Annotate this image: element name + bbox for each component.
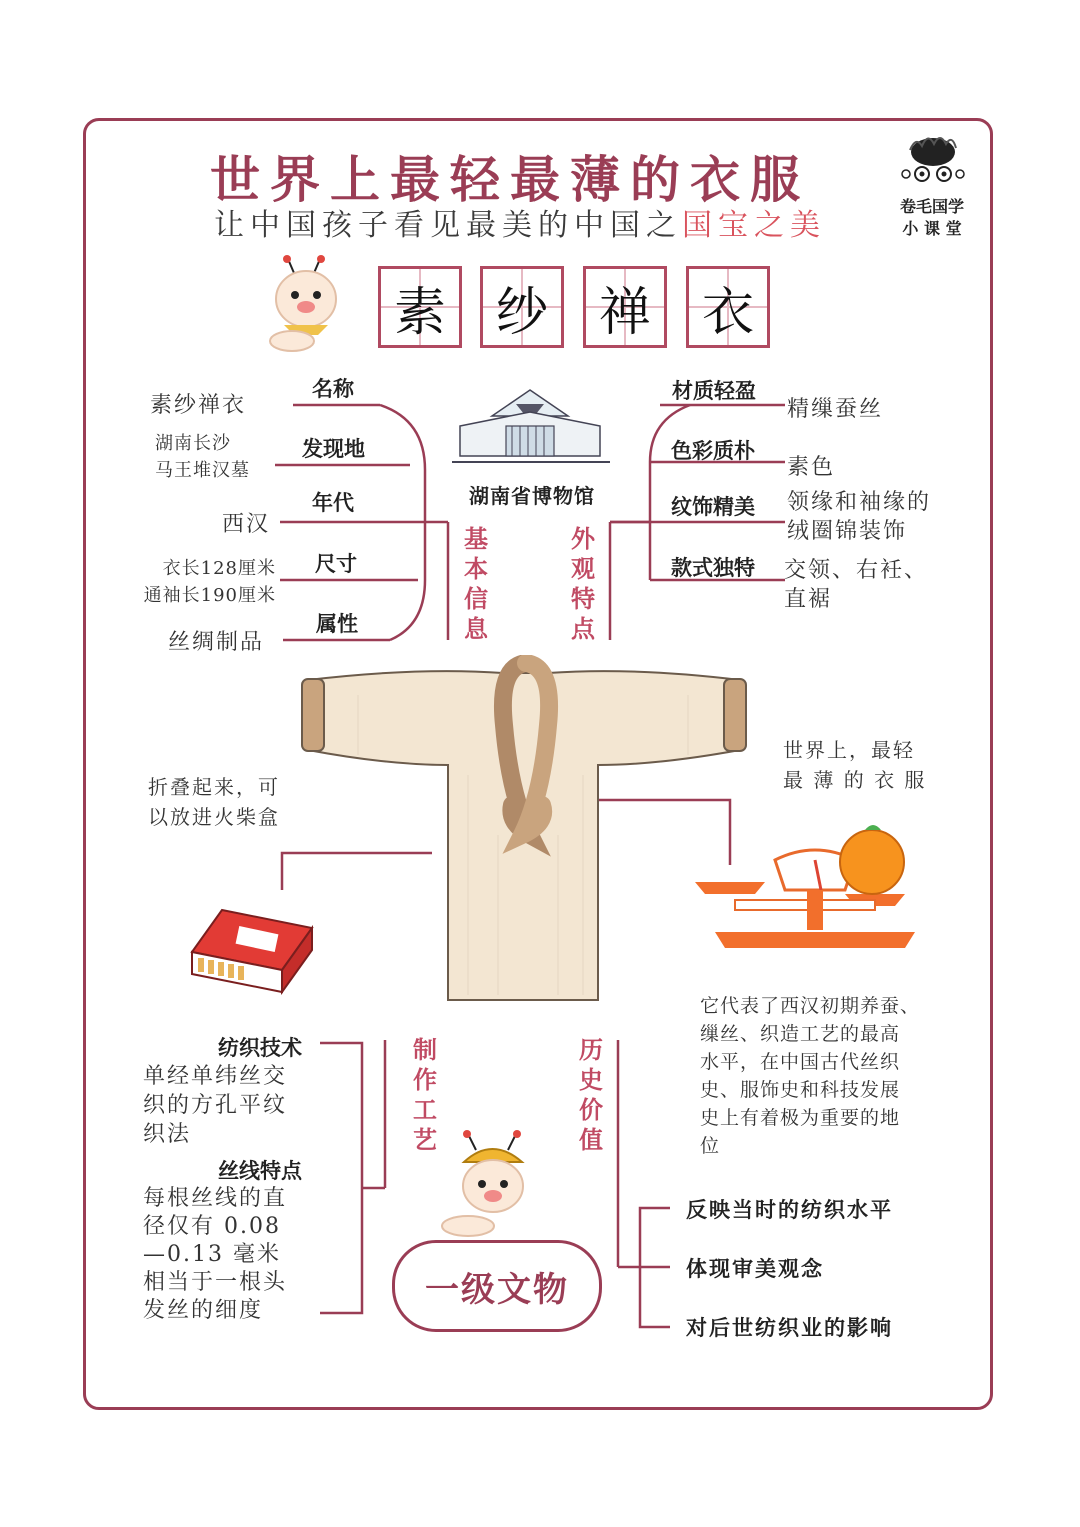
label-name: 名称 (312, 377, 354, 401)
value-pattern-line2: 绒圈锦装饰 (787, 519, 908, 544)
heading-char: 史 (579, 1066, 603, 1094)
value-name: 素纱禅衣 (150, 393, 247, 418)
label-weaving-tech: 纺织技术 (218, 1036, 302, 1060)
thread-line: 发丝的细度 (143, 1298, 264, 1323)
value-size (134, 555, 276, 609)
heading-char: 外 (571, 525, 595, 553)
fold-note-line2: 以放进火柴盒 (148, 805, 280, 829)
heading-char: 历 (579, 1036, 603, 1064)
light-note (783, 735, 926, 795)
museum-building-icon (450, 386, 612, 472)
history-description (700, 992, 920, 1160)
history-point-1: 反映当时的纺织水平 (686, 1198, 893, 1222)
thread-line: —0.13 毫米 (143, 1242, 281, 1267)
heading-char: 特 (571, 585, 595, 613)
label-thread: 丝线特点 (218, 1159, 302, 1183)
matchbox-icon (182, 900, 317, 1000)
heading-char: 息 (464, 615, 488, 643)
subtitle-highlight: 国宝之美 (682, 208, 826, 243)
history-desc-line: 缫丝、织造工艺的最高 (700, 1023, 901, 1045)
name-char-2: 纱 (480, 266, 564, 348)
history-desc-line: 它代表了西汉初期养蚕、 (700, 995, 921, 1017)
history-desc-line: 史、服饰史和科技发展 (700, 1079, 901, 1101)
light-note-line2: 最 薄 的 衣 服 (783, 768, 927, 792)
label-color: 色彩质朴 (671, 439, 755, 463)
subtitle-main: 让中国孩子看见最美的中国之 (214, 208, 682, 243)
label-era: 年代 (312, 491, 354, 515)
value-style-line1: 交领、右衽、 (784, 558, 929, 583)
label-location: 发现地 (302, 437, 365, 461)
value-location-line1: 湖南长沙 (155, 433, 231, 454)
label-material: 材质轻盈 (672, 379, 756, 403)
tech-line: 织法 (143, 1122, 192, 1147)
thread-line: 每根丝线的直 (143, 1186, 288, 1211)
value-pattern (787, 488, 931, 546)
brand-line1: 卷毛国学 (899, 197, 964, 216)
heading-char: 本 (464, 555, 488, 583)
value-weaving-tech (143, 1062, 287, 1149)
page-title: 世界上最轻最薄的衣服 (210, 151, 810, 209)
label-style: 款式独特 (671, 556, 755, 580)
value-material: 精缫蚕丝 (787, 397, 884, 422)
value-pattern-line1: 领缘和袖缘的 (787, 490, 932, 515)
heading-char: 基 (464, 525, 488, 553)
museum-name: 湖南省博物馆 (469, 484, 595, 508)
heading-char: 作 (413, 1066, 437, 1094)
history-desc-line: 水平，在中国古代丝织 (700, 1051, 901, 1073)
level-badge: 一级文物 (392, 1240, 602, 1332)
heading-char: 点 (571, 615, 595, 643)
heading-history (576, 1035, 606, 1155)
name-char-4: 衣 (686, 266, 770, 348)
heading-char: 信 (464, 585, 488, 613)
value-location (155, 430, 250, 484)
heading-char: 艺 (413, 1126, 437, 1154)
name-char-1: 素 (378, 266, 462, 348)
value-style (784, 556, 928, 614)
heading-char: 制 (413, 1036, 437, 1064)
name-char-3: 禅 (583, 266, 667, 348)
value-thread (143, 1185, 287, 1325)
value-color: 素色 (787, 455, 836, 480)
heading-char: 值 (579, 1126, 603, 1154)
value-location-line2: 马王堆汉墓 (155, 460, 250, 481)
label-pattern: 纹饰精美 (671, 495, 755, 519)
label-size: 尺寸 (315, 552, 357, 576)
scale-with-orange-icon (695, 820, 920, 955)
value-size-line2: 通袖长190厘米 (143, 585, 276, 606)
history-point-3: 对后世纺织业的影响 (686, 1316, 893, 1340)
brand-line2: 小 课 堂 (902, 219, 962, 238)
silkworm-mascot-hat-icon (438, 1130, 548, 1240)
tech-line: 织的方孔平纹 (143, 1093, 288, 1118)
heading-char: 价 (579, 1096, 603, 1124)
fold-note (148, 772, 280, 832)
thread-line: 径仅有 0.08 (143, 1214, 281, 1239)
history-point-2: 体现审美观念 (686, 1257, 824, 1281)
history-desc-line: 位 (700, 1135, 721, 1157)
value-attribute: 丝绸制品 (168, 630, 265, 655)
robe-illustration-icon (298, 655, 750, 1007)
heading-char: 观 (571, 555, 595, 583)
heading-basic-info (461, 524, 491, 644)
light-note-line1: 世界上，最轻 (783, 738, 915, 762)
value-style-line2: 直裾 (784, 587, 833, 612)
value-size-line1: 衣长128厘米 (162, 558, 276, 579)
heading-char: 工 (413, 1096, 437, 1124)
tech-line: 单经单纬丝交 (143, 1064, 288, 1089)
label-attribute: 属性 (316, 612, 358, 636)
value-era: 西汉 (222, 512, 271, 537)
thread-line: 相当于一根头 (143, 1270, 288, 1295)
heading-craft (410, 1035, 440, 1155)
history-desc-line: 史上有着极为重要的地 (700, 1107, 901, 1129)
fold-note-line1: 折叠起来，可 (148, 775, 280, 799)
heading-appearance (568, 524, 598, 644)
